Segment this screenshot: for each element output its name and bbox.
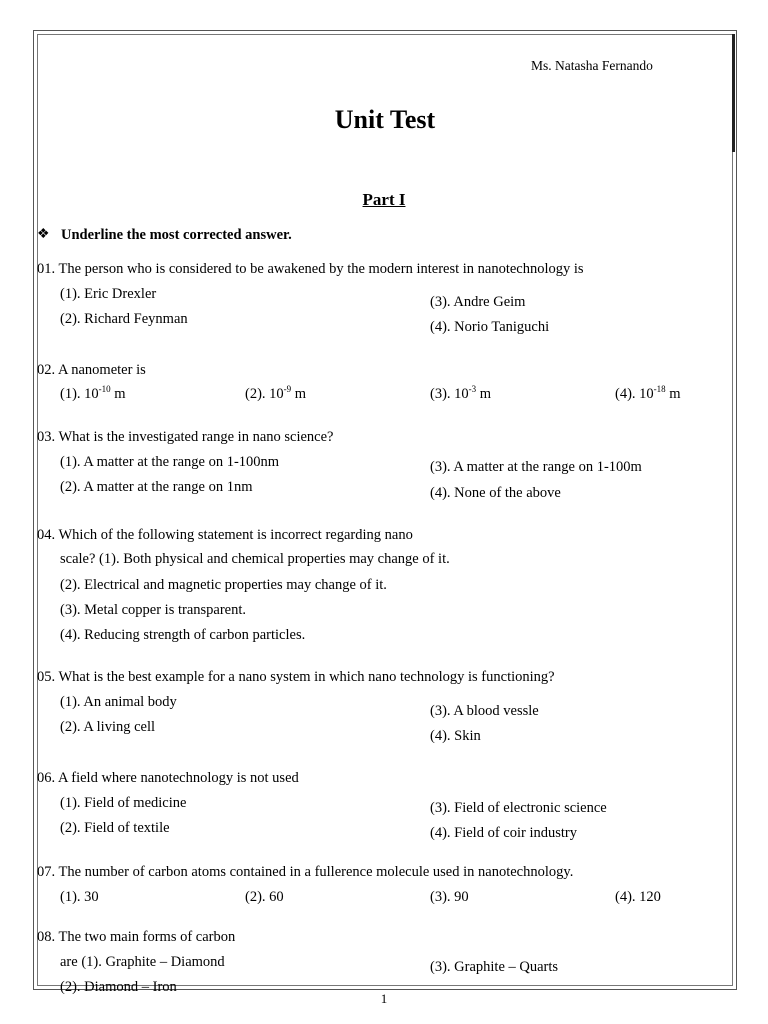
- question-4-option-2: (2). Electrical and magnetic properties may change of it.: [60, 577, 387, 593]
- question-7-option-4: (4). 120: [615, 889, 661, 905]
- question-2-option-4: (4). $10^{-18}$ m: [615, 384, 681, 402]
- question-4-option-4: (4). Reducing strength of carbon particles.: [60, 627, 306, 643]
- question-1-option-1: (1). Eric Drexler: [60, 286, 157, 302]
- question-6-option-1: (1). Field of medicine: [60, 795, 187, 811]
- question-4-stem-continued: scale? (1). Both physical and chemical properties may change of it.: [60, 551, 450, 567]
- page-title: Unit Test: [334, 105, 436, 134]
- question-8-stem-continued: are (1). Graphite – Diamond: [60, 954, 225, 970]
- question-8-stem: 08. The two main forms of carbon: [37, 929, 236, 945]
- question-4-stem: 04. Which of the following statement is incorrect regarding nano: [37, 527, 413, 543]
- question-7-stem: 07. The number of carbon atoms contained in a fullerence molecule used in nanotechnology.: [37, 864, 574, 880]
- instruction-text: Underline the most corrected answer.: [61, 227, 292, 243]
- question-8-option-3: (3). Graphite – Quarts: [430, 959, 559, 975]
- page-border-inner: [37, 34, 733, 986]
- question-2-stem: 02. A nanometer is: [37, 362, 146, 378]
- question-1-stem: 01. The person who is considered to be awakened by the modern interest in nanotechnology is: [37, 261, 584, 277]
- question-2-option-2: (2). $10^{-9}$ m: [245, 384, 307, 402]
- question-5-option-4: (4). Skin: [430, 728, 481, 744]
- question-6-stem: 06. A field where nanotechnology is not used: [37, 770, 299, 786]
- question-2-option-3: (3). $10^{-3}$ m: [430, 384, 492, 402]
- teacher-name: Ms. Natasha Fernando: [531, 58, 653, 73]
- question-3-option-2: (2). A matter at the range on 1nm: [60, 479, 253, 495]
- question-5-option-3: (3). A blood vessle: [430, 703, 539, 719]
- question-4-option-3: (3). Metal copper is transparent.: [60, 602, 247, 618]
- question-7-option-3: (3). 90: [430, 889, 469, 905]
- question-5-option-2: (2). A living cell: [60, 719, 156, 735]
- question-3-option-4: (4). None of the above: [430, 485, 561, 501]
- question-6-option-4: (4). Field of coir industry: [430, 825, 577, 841]
- diamond-bullet-icon: ❖: [37, 227, 50, 242]
- question-6-option-2: (2). Field of textile: [60, 820, 170, 836]
- question-7-option-2: (2). 60: [245, 889, 284, 905]
- question-1-option-2: (2). Richard Feynman: [60, 311, 188, 327]
- question-5-option-1: (1). An animal body: [60, 694, 177, 710]
- question-7-option-1: (1). 30: [60, 889, 99, 905]
- question-3-option-1: (1). A matter at the range on 1-100nm: [60, 454, 280, 470]
- page-number: 1: [380, 991, 388, 1006]
- question-3-option-3: (3). A matter at the range on 1-100m: [430, 459, 642, 475]
- question-5-stem: 05. What is the best example for a nano system in which nano technology is functioning?: [37, 669, 555, 685]
- question-3-stem: 03. What is the investigated range in nano science?: [37, 429, 334, 445]
- question-8-option-2: (2). Diamond – Iron: [60, 979, 177, 995]
- question-6-option-3: (3). Field of electronic science: [430, 800, 607, 816]
- question-1-option-4: (4). Norio Taniguchi: [430, 319, 550, 335]
- question-2-option-1: (1). $10^{-10}$ m: [60, 384, 126, 402]
- question-1-option-3: (3). Andre Geim: [430, 294, 526, 310]
- section-heading: Part I: [362, 190, 406, 209]
